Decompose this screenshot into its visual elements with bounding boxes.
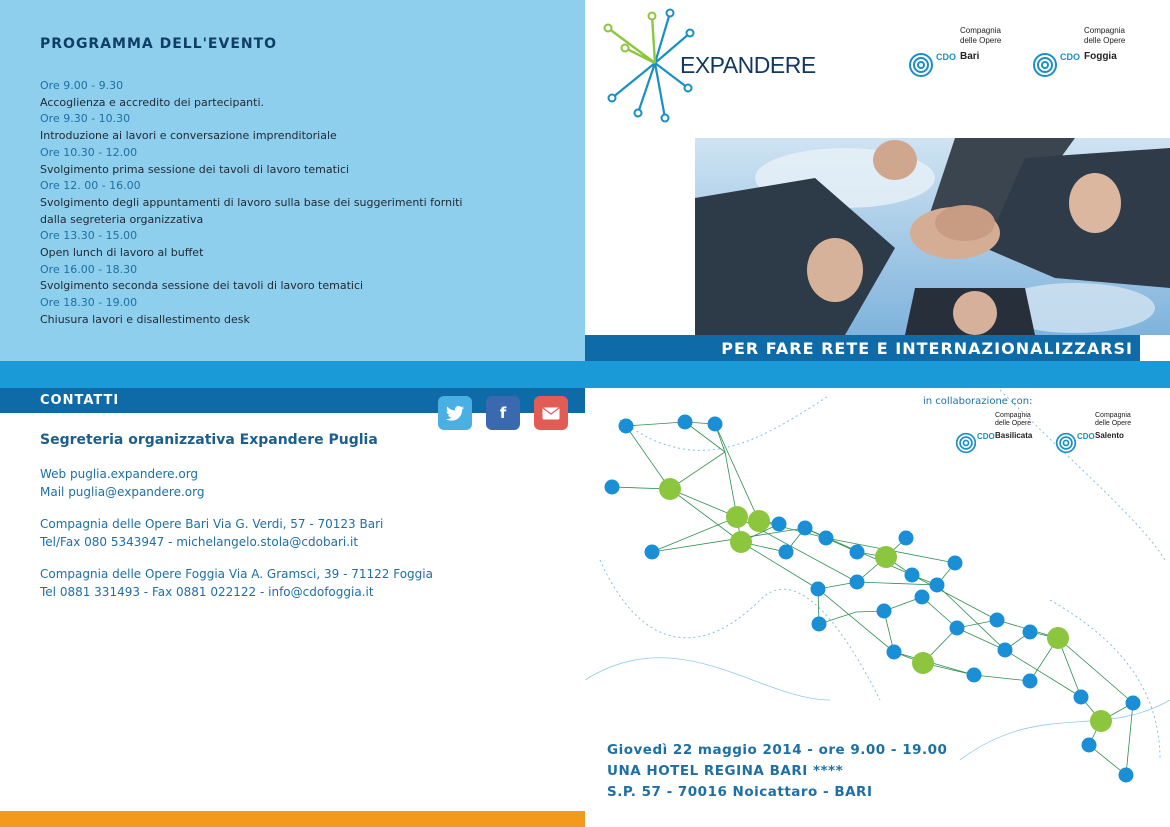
divider-band bbox=[0, 361, 585, 388]
program-title: PROGRAMMA DELL'EVENTO bbox=[40, 36, 278, 52]
cdo-name: Compagnia delle Opere bbox=[1095, 412, 1132, 427]
program-desc: Open lunch di lavoro al buffet bbox=[40, 246, 204, 260]
program-desc: Svolgimento seconda sessione dei tavoli di lavoro tematici bbox=[40, 279, 364, 293]
program-time: Ore 16.00 - 18.30 bbox=[40, 262, 138, 276]
program-desc: Chiusura lavori e disallestimento desk bbox=[40, 312, 250, 326]
program-desc: dalla segreteria organizzativa bbox=[40, 212, 204, 226]
cdo-spiral-icon bbox=[1032, 52, 1058, 78]
contacts-heading: CONTATTI bbox=[40, 393, 120, 408]
program-time: Ore 12. 00 - 16.00 bbox=[40, 179, 141, 193]
cdo-name: Compagnia delle Opere bbox=[1084, 26, 1126, 45]
photo-illustration bbox=[695, 138, 1170, 335]
bari-address: Compagnia delle Opere Bari Via G. Verdi, 57 - 70123 Bari bbox=[40, 517, 384, 531]
envelope-icon bbox=[542, 407, 560, 420]
program-time: Ore 13.30 - 15.00 bbox=[40, 229, 138, 243]
contact-block-bari bbox=[40, 516, 383, 551]
program-time: Ore 9.30 - 10.30 bbox=[40, 112, 131, 126]
cdo-city: Basilicata bbox=[995, 431, 1033, 440]
mail-icon[interactable] bbox=[534, 396, 568, 430]
expandere-logo-text: EXPANDERE bbox=[680, 52, 816, 78]
bari-phone: Tel/Fax 080 5343947 - michelangelo.stola@cdobari.it bbox=[40, 534, 359, 549]
program-desc: Introduzione ai lavori e conversazione imprenditoriale bbox=[40, 129, 337, 143]
web-link[interactable]: Web puglia.expandere.org bbox=[40, 467, 199, 481]
cdo-city: Foggia bbox=[1084, 51, 1117, 62]
foggia-address: Compagnia delle Opere Foggia Via A. Gramsci, 39 - 71122 Foggia bbox=[40, 567, 433, 581]
twitter-icon[interactable] bbox=[438, 396, 472, 430]
foggia-phone: Tel 0881 331493 - Fax 0881 022122 - info@cdofoggia.it bbox=[40, 584, 374, 599]
program-desc: Accoglienza e accredito dei partecipanti. bbox=[40, 95, 265, 109]
cdo-tag: CDO bbox=[936, 52, 956, 62]
event-info bbox=[607, 740, 947, 803]
twitter-bird-icon bbox=[446, 406, 464, 421]
cdo-tag: CDO bbox=[1060, 52, 1080, 62]
facebook-icon[interactable] bbox=[486, 396, 520, 430]
cdo-name: Compagnia delle Opere bbox=[960, 26, 1002, 45]
cdo-spiral-icon bbox=[908, 52, 934, 78]
program-time: Ore 18.30 - 19.00 bbox=[40, 296, 138, 310]
slogan-text: PER FARE RETE E INTERNAZIONALIZZARSI bbox=[721, 339, 1133, 358]
cdo-tag: CDO bbox=[1077, 432, 1095, 441]
team-hands-photo bbox=[695, 138, 1170, 335]
cdo-name: Compagnia delle Opere bbox=[995, 412, 1032, 427]
event-venue: UNA HOTEL REGINA BARI **** bbox=[607, 763, 844, 779]
program-time: Ore 9.00 - 9.30 bbox=[40, 79, 124, 92]
event-address: S.P. 57 - 70016 Noicattaro - BARI bbox=[607, 784, 873, 800]
mail-link[interactable]: Mail puglia@expandere.org bbox=[40, 484, 205, 499]
cdo-city: Salento bbox=[1095, 431, 1124, 440]
contact-block-web bbox=[40, 466, 204, 501]
contact-block-foggia bbox=[40, 566, 433, 601]
bottom-accent-bar bbox=[0, 811, 585, 827]
program-desc: Svolgimento prima sessione dei tavoli di lavoro tematici bbox=[40, 162, 350, 176]
collaboration-label: in collaborazione con: bbox=[923, 396, 1033, 407]
event-date: Giovedì 22 maggio 2014 - ore 9.00 - 19.00 bbox=[607, 742, 948, 758]
divider-band bbox=[585, 361, 1170, 388]
cdo-city: Bari bbox=[960, 51, 980, 62]
facebook-glyph: f bbox=[499, 404, 507, 422]
program-time: Ore 10.30 - 12.00 bbox=[40, 145, 138, 159]
program-list bbox=[40, 78, 540, 329]
program-desc: Svolgimento degli appuntamenti di lavoro sulla base dei suggerimenti forniti bbox=[40, 195, 463, 209]
secretariat-title: Segreteria organizzativa Expandere Puglia bbox=[40, 432, 378, 448]
cdo-tag: CDO bbox=[977, 432, 995, 441]
